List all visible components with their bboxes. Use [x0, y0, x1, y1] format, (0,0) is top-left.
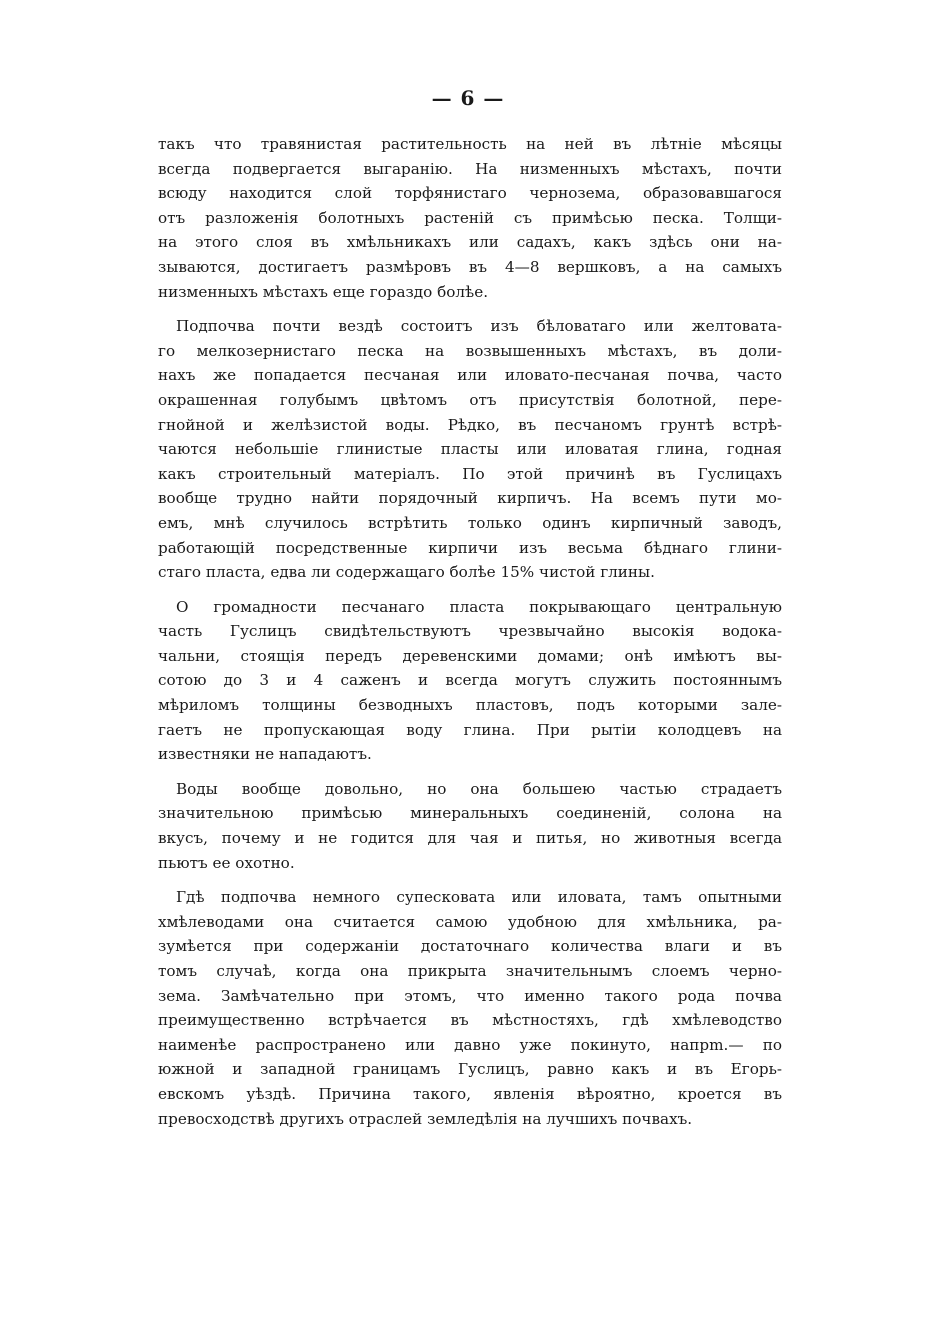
- text-line: часть Гуслицъ свидѣтельствуютъ чрезвычайно высокія водока-: [158, 622, 782, 641]
- text-line: значительною примѣсью минеральныхъ соединеній, солона на: [158, 804, 782, 823]
- paragraph-hop-growing: [158, 885, 782, 1131]
- text-line: всюду находится слой торфянистаго чернозема, образовавшагося: [158, 184, 782, 203]
- text-line: сотою до 3 и 4 саженъ и всегда могутъ служить постояннымъ: [158, 671, 782, 690]
- paragraph-sand-layer: [158, 595, 782, 767]
- text-line: работающій посредственные кирпичи изъ весьма бѣднаго глини-: [158, 538, 782, 557]
- text-line: южной и западной границамъ Гуслицъ, равно какъ и въ Егорь-: [158, 1060, 782, 1079]
- text-line: нахъ же попадается песчаная или иловато-песчаная почва, часто: [158, 366, 782, 385]
- text-line: мѣриломъ толщины безводныхъ пластовъ, подъ которыми зале-: [158, 696, 782, 715]
- text-line: какъ строительный матеріалъ. По этой причинѣ въ Гуслицахъ: [158, 464, 782, 483]
- page-number: — 6 —: [431, 86, 505, 110]
- text-line: вообще трудно найти порядочный кирпичъ. На всемъ пути мо-: [158, 489, 782, 508]
- text-line: О громадности песчанаго пласта покрывающаго центральную: [176, 597, 782, 616]
- text-line: вкусъ, почему и не годится для чая и питья, но животныя всегда: [158, 829, 782, 848]
- text-line: наименѣе распространено или давно уже покинуто, напрm.— по: [158, 1035, 782, 1054]
- text-line: чальни, стоящія передъ деревенскими домами; онѣ имѣютъ вы-: [158, 646, 782, 665]
- text-line: го мелкозернистаго песка на возвышенныхъ мѣстахъ, въ доли-: [158, 341, 782, 360]
- paragraph-water: [158, 777, 782, 875]
- text-line: емъ, мнѣ случилось встрѣтить только одинъ кирпичный заводъ,: [158, 513, 782, 532]
- text-line: зема. Замѣчательно при этомъ, что именно такого рода почва: [158, 986, 782, 1005]
- text-line: отъ разложенія болотныхъ растеній съ примѣсью песка. Толщи-: [158, 208, 782, 227]
- text-line: гнойной и желѣзистой воды. Рѣдко, въ песчаномъ грунтѣ встрѣ-: [158, 415, 782, 434]
- text-line: известняки не нападаютъ.: [158, 745, 372, 764]
- text-line: Гдѣ подпочва немного супесковата или иловата, тамъ опытными: [176, 888, 782, 907]
- text-line: гаетъ не пропускающая воду глина. При рытіи колодцевъ на: [158, 720, 782, 739]
- text-line: пьютъ ее охотно.: [158, 853, 295, 872]
- text-line: стаго пласта, едва ли содержащаго болѣе 15% чистой глины.: [158, 563, 655, 582]
- text-line: низменныхъ мѣстахъ еще гораздо болѣе.: [158, 282, 489, 301]
- text-line: хмѣлеводами она считается самою удобною для хмѣльника, ра-: [158, 912, 782, 931]
- text-line: преимущественно встрѣчается въ мѣстностяхъ, гдѣ хмѣлеводство: [158, 1011, 782, 1030]
- body-text: [158, 132, 782, 1141]
- text-line: Подпочва почти вездѣ состоитъ изъ бѣловатаго или желтовата-: [176, 317, 782, 336]
- text-line: окрашенная голубымъ цвѣтомъ отъ присутствія болотной, пере-: [158, 390, 782, 409]
- paragraph-vegetation: [158, 132, 782, 304]
- text-line: зумѣется при содержаніи достаточнаго количества влаги и въ: [158, 937, 782, 956]
- text-line: чаются небольшіе глинистые пласты или иловатая глина, годная: [158, 440, 782, 459]
- text-line: на этого слоя въ хмѣльникахъ или садахъ, какъ здѣсь они на-: [158, 233, 782, 252]
- text-line: зываются, достигаетъ размѣровъ въ 4—8 вершковъ, а на самыхъ: [158, 257, 782, 276]
- paragraph-subsoil: [158, 314, 782, 585]
- text-line: превосходствѣ другихъ отраслей земледѣлія на лучшихъ почвахъ.: [158, 1109, 693, 1128]
- text-line: такъ что травянистая растительность на ней въ лѣтніе мѣсяцы: [158, 135, 782, 153]
- text-line: томъ случаѣ, когда она прикрыта значительнымъ слоемъ черно-: [158, 962, 782, 980]
- text-line: всегда подвергается выгаранію. На низменныхъ мѣстахъ, почти: [158, 159, 782, 178]
- text-line: евскомъ уѣздѣ. Причина такого, явленія вѣроятно, кроется въ: [158, 1084, 782, 1103]
- text-line: Воды вообще довольно, но она большею частью страдаетъ: [176, 779, 782, 798]
